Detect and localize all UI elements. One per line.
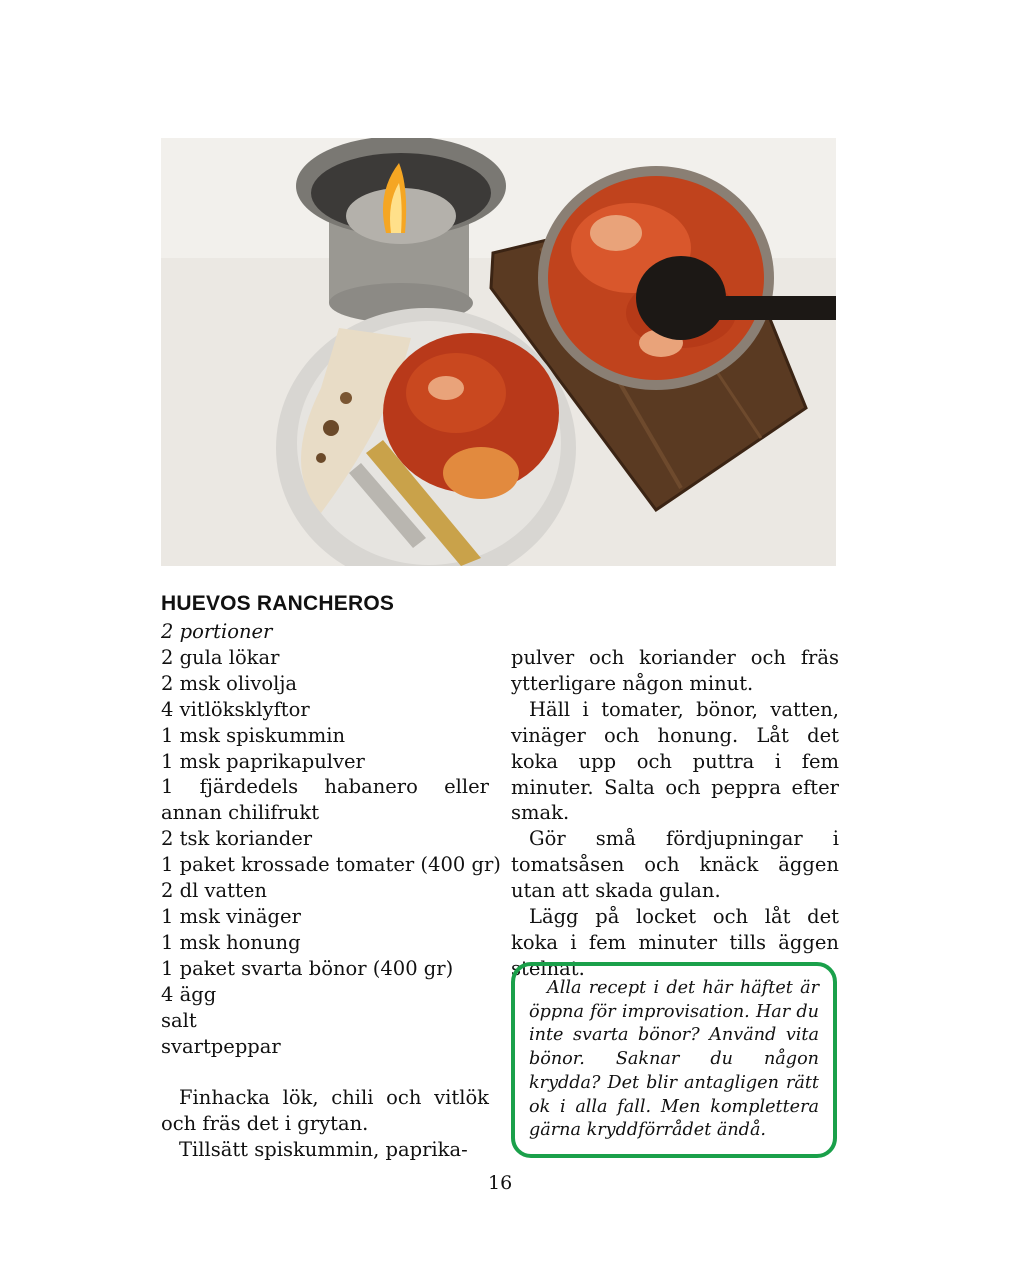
ingredient-item: 2 tsk koriander xyxy=(161,827,313,851)
instruction-paragraph: Finhacka lök, chili och vitlök och fräs det i grytan. xyxy=(161,1086,489,1136)
ingredient-item: 1 msk vinäger xyxy=(161,904,301,928)
instruction-paragraph: Lägg på locket och låt det koka i fem minuter tills äggen stelnat. xyxy=(511,905,839,980)
ingredient-item: 4 ägg xyxy=(161,982,217,1006)
servings: 2 portioner xyxy=(161,620,273,643)
ingredient-item: 1 msk paprikapulver xyxy=(161,749,365,773)
ingredient-item: 1 paket krossade tomater (400 gr) xyxy=(161,853,501,877)
ingredient-item: 4 vitlöksklyftor xyxy=(161,697,310,721)
instructions-column xyxy=(511,645,839,982)
instruction-paragraph: Tillsätt spiskummin, paprika- xyxy=(179,1138,468,1162)
ingredient-item: 1 msk honung xyxy=(161,930,301,954)
instruction-paragraph: Gör små fördjupningar i tomatsåsen och knäck äggen utan att skada gulan. xyxy=(511,827,839,903)
ingredient-item: 2 dl vatten xyxy=(161,879,267,903)
ingredients-column xyxy=(161,619,501,1163)
ingredient-item: 2 gula lökar xyxy=(161,645,280,669)
page-number: 16 xyxy=(488,1172,513,1194)
ingredient-item: svartpeppar xyxy=(161,1034,281,1058)
spacer xyxy=(161,1059,489,1085)
ingredient-item: 1 paket svarta bönor (400 gr) xyxy=(161,956,454,980)
ingredient-item: 1 msk spiskummin xyxy=(161,723,346,747)
instruction-paragraph: pulver och koriander och fräs ytterligare någon minut. xyxy=(511,646,839,695)
ingredient-item: 1 fjärdedels habanero eller annan chilifrukt xyxy=(161,775,489,825)
recipe-title: HUEVOS RANCHEROS xyxy=(161,592,395,615)
ingredient-item: 2 msk olivolja xyxy=(161,671,297,695)
instruction-paragraph: Häll i tomater, bönor, vatten, vinäger och honung. Låt det koka upp och puttra i fem minuter. Salta och peppra efter smak. xyxy=(511,697,839,825)
improvisation-note: Alla recept i det här häftet är öppna för improvisation. Har du inte svarta bönor? Använd vita bönor. Saknar du någon krydda? Det blir antagligen rätt ok i alla fall. Men komplettera gärna kryddförrådet ändå. xyxy=(511,962,837,1158)
recipe-photo xyxy=(161,138,836,566)
ingredient-item: salt xyxy=(161,1008,197,1032)
